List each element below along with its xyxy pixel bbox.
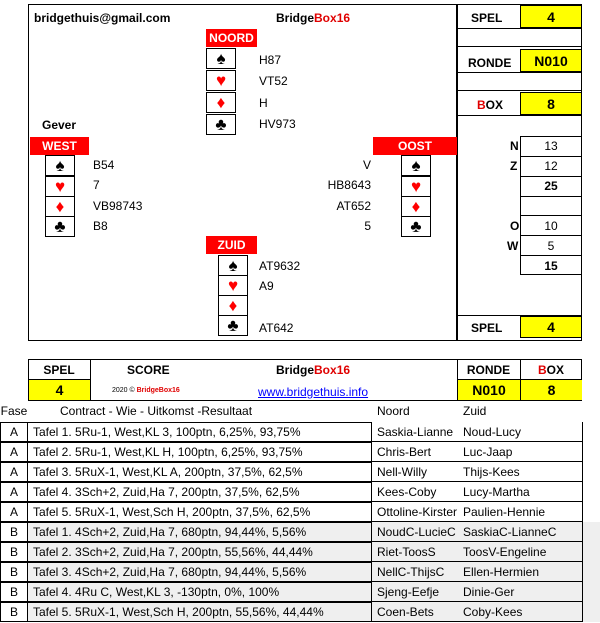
diamond-icon: ♦ [401, 196, 431, 217]
row-zuid: Luc-Jaap [463, 445, 513, 459]
row-fase: A [0, 422, 28, 442]
west-label: WEST [30, 137, 89, 155]
row-zuid: Noud-Lucy [463, 425, 522, 439]
row-zuid: Paulien-Hennie [463, 505, 546, 519]
dealer-label: Gever [42, 118, 77, 132]
row-right-border [582, 482, 583, 502]
row-contract: Tafel 1. 5Ru-1, West,KL 3, 100ptn, 6,25%, 93,75% [33, 425, 301, 439]
hcp-line [520, 215, 582, 216]
table-row [0, 522, 600, 542]
hcp-n-label: N [510, 139, 519, 153]
table-row [0, 542, 600, 562]
website-link[interactable]: www.bridgethuis.info [258, 385, 369, 399]
row-right-border [582, 562, 583, 582]
row-zuid: Dinie-Ger [463, 585, 515, 599]
box-label-rest: OX [485, 98, 504, 112]
score-box-b: B [537, 363, 547, 377]
row-zuid: SaskiaC-LianneC [463, 525, 557, 539]
row-fase: A [0, 502, 28, 522]
row-noord: Kees-Coby [377, 485, 437, 499]
row-right-border [582, 582, 583, 602]
club-icon: ♣ [401, 216, 431, 237]
north-spades: H87 [259, 53, 282, 67]
heart-icon: ♥ [206, 70, 236, 91]
col-contract: Contract - Wie - Uitkomst -Resultaat [60, 404, 253, 418]
hcp-w-label: W [507, 239, 519, 253]
score-box-value: 8 [521, 380, 582, 400]
hcp-line [520, 235, 582, 236]
copyright-brand: BridgeBox16 [136, 387, 180, 394]
table-row [0, 562, 600, 582]
row-noord: Nell-Willy [377, 465, 427, 479]
row-right-border [582, 502, 583, 522]
spade-icon: ♠ [218, 255, 248, 276]
west-spades: B54 [93, 158, 115, 172]
table-row [0, 482, 600, 502]
north-diamonds: H [259, 96, 268, 110]
score-spel-label: SPEL [43, 363, 75, 377]
row-noord: Ottoline-Kirster [377, 505, 458, 519]
table-row [0, 602, 600, 622]
spel-value: 4 [520, 5, 582, 28]
hcp-z-value: 12 [544, 159, 558, 173]
south-hearts: A9 [259, 279, 274, 293]
hcp-o-value: 10 [544, 219, 558, 233]
row-noord: Coen-Bets [377, 605, 434, 619]
col-noord: Noord [377, 404, 410, 418]
score-box-rest: OX [546, 363, 564, 377]
hcp-ow-total: 15 [544, 259, 558, 273]
score-spel-value: 4 [29, 380, 90, 400]
row-contract: Tafel 5. 5RuX-1, West,Sch H, 200ptn, 55,56%, 44,44% [33, 605, 324, 619]
row-zuid: ToosV-Engeline [463, 545, 547, 559]
club-icon: ♣ [218, 315, 248, 336]
ronde-value: N010 [520, 49, 582, 72]
south-spades: AT9632 [259, 259, 301, 273]
row-contract: Tafel 5. 5RuX-1, West,Sch H, 200ptn, 37,5%, 62,5% [33, 505, 311, 519]
row-noord: Chris-Bert [377, 445, 432, 459]
hcp-z-label: Z [510, 159, 518, 173]
row-fase: A [0, 482, 28, 502]
info-line [457, 72, 582, 73]
info-line [457, 28, 582, 29]
row-contract: Tafel 2. 5Ru-1, West,KL H, 100ptn, 6,25%, 93,75% [33, 445, 303, 459]
info-line [457, 90, 582, 91]
score-box-label [520, 363, 582, 377]
hcp-nz-total: 25 [544, 179, 558, 193]
table-row [0, 422, 600, 442]
row-zuid: Ellen-Hermien [463, 565, 540, 579]
spade-icon: ♠ [206, 48, 236, 69]
info-line [457, 46, 582, 47]
copyright-pre: 2020 © [112, 387, 137, 394]
club-icon: ♣ [206, 114, 236, 135]
hcp-o-label: O [510, 219, 520, 233]
row-contract: Tafel 3. 4Sch+2, Zuid,Ha 7, 680ptn, 94,44%, 5,56% [33, 565, 307, 579]
row-right-border [582, 602, 583, 622]
diamond-icon: ♦ [206, 92, 236, 113]
east-diamonds: AT652 [336, 199, 371, 213]
row-fase: B [0, 522, 28, 542]
hcp-w-value: 5 [547, 239, 555, 253]
hcp-line [520, 176, 582, 177]
row-right-border [582, 522, 583, 542]
south-clubs: AT642 [259, 321, 294, 335]
row-fase: B [0, 542, 28, 562]
spel-label: SPEL [471, 11, 503, 25]
hcp-line [520, 255, 582, 256]
table-row [0, 582, 600, 602]
east-hearts: HB8643 [327, 178, 371, 192]
score-ronde-label: RONDE [466, 363, 511, 377]
row-right-border [582, 462, 583, 482]
table-row [0, 502, 600, 522]
heart-icon: ♥ [218, 275, 248, 296]
email-label: bridgethuis@gmail.com [34, 11, 171, 25]
heart-icon: ♥ [45, 176, 75, 197]
row-contract: Tafel 2. 3Sch+2, Zuid,Ha 7, 200ptn, 55,56%, 44,44% [33, 545, 313, 559]
row-fase: B [0, 602, 28, 622]
score-brand-prefix: Bridge [276, 363, 315, 377]
info-line [457, 115, 582, 116]
ronde-label: RONDE [468, 56, 512, 70]
brand-suffix: 16 [336, 11, 351, 25]
row-zuid: Thijs-Kees [463, 465, 520, 479]
brand-prefix: Bridge [276, 11, 315, 25]
east-clubs: 5 [364, 219, 371, 233]
col-fase: Fase [0, 404, 28, 418]
row-noord: Sjeng-Eefje [377, 585, 440, 599]
row-zuid: Coby-Kees [463, 605, 523, 619]
row-fase: B [0, 582, 28, 602]
score-header-vline [90, 359, 91, 401]
east-spades: V [362, 158, 371, 172]
bottom-spel-label: SPEL [471, 321, 503, 335]
row-fase: A [0, 462, 28, 482]
hcp-line [520, 156, 582, 157]
col-zuid: Zuid [463, 404, 487, 418]
row-noord: Saskia-Lianne [377, 425, 454, 439]
row-contract: Tafel 4. 4Ru C, West,KL 3, -130ptn, 0%, 100% [33, 585, 280, 599]
row-fase: A [0, 442, 28, 462]
north-hearts: VT52 [259, 74, 288, 88]
row-fase: B [0, 562, 28, 582]
row-contract: Tafel 3. 5RuX-1, West,KL A, 200ptn, 37,5%, 62,5% [33, 465, 303, 479]
box-label-b: B [477, 98, 486, 112]
heart-icon: ♥ [401, 176, 431, 197]
row-noord: NoudC-LucieC [377, 525, 456, 539]
north-label: NOORD [206, 29, 257, 47]
table-header-row [0, 401, 600, 421]
box-label [477, 98, 503, 112]
diamond-icon: ♦ [218, 295, 248, 316]
table-row [0, 442, 600, 462]
bottom-spel-value: 4 [520, 316, 582, 338]
table-row [0, 462, 600, 482]
spade-icon: ♠ [401, 155, 431, 176]
copyright [112, 387, 180, 394]
score-label: SCORE [127, 363, 170, 377]
row-noord: NellC-ThijsC [377, 565, 445, 579]
row-right-border [582, 542, 583, 562]
box-value: 8 [520, 92, 582, 115]
score-brand [276, 363, 350, 377]
west-clubs: B8 [93, 219, 108, 233]
row-bottom-border [372, 621, 582, 622]
south-label: ZUID [206, 236, 257, 254]
east-label: OOST [373, 137, 457, 155]
row-contract: Tafel 4. 3Sch+2, Zuid,Ha 7, 200ptn, 37,5%, 62,5% [33, 485, 300, 499]
row-zuid: Lucy-Martha [463, 485, 530, 499]
hcp-line [520, 196, 582, 197]
score-brand-box: Box [314, 363, 337, 377]
diamond-icon: ♦ [45, 196, 75, 217]
score-brand-suffix: 16 [336, 363, 351, 377]
brand-title [276, 11, 350, 25]
spade-icon: ♠ [45, 155, 75, 176]
west-diamonds: VB98743 [93, 199, 143, 213]
row-noord: Riet-ToosS [377, 545, 436, 559]
score-ronde-value: N010 [458, 380, 520, 400]
row-right-border [582, 442, 583, 462]
west-hearts: 7 [93, 178, 100, 192]
brand-box: Box [314, 11, 337, 25]
row-right-border [582, 422, 583, 442]
club-icon: ♣ [45, 216, 75, 237]
row-contract: Tafel 1. 4Sch+2, Zuid,Ha 7, 680ptn, 94,44%, 5,56% [33, 525, 307, 539]
north-clubs: HV973 [259, 117, 296, 131]
hcp-n-value: 13 [544, 139, 558, 153]
